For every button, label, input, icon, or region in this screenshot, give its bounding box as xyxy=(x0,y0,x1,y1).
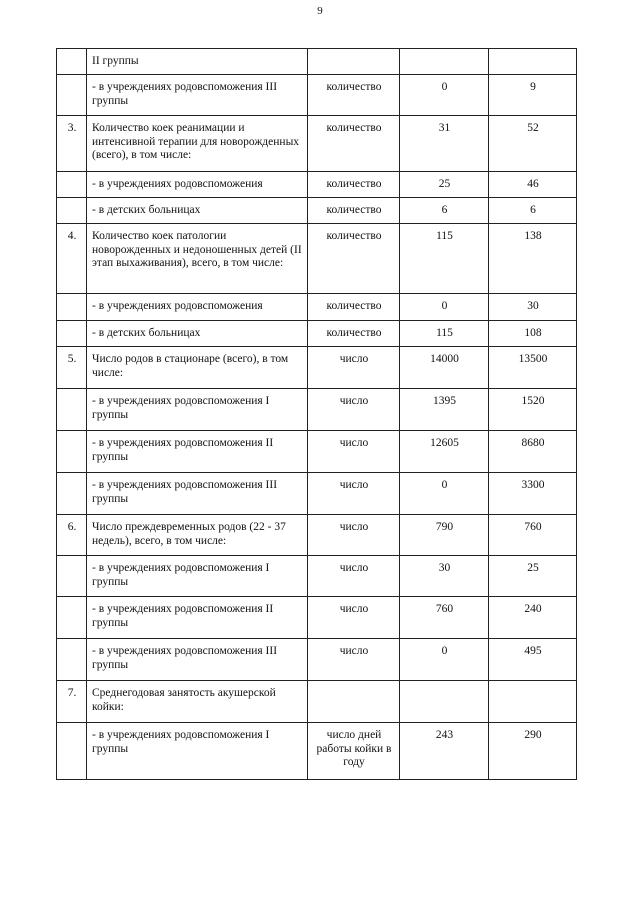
value-2-cell: 52 xyxy=(489,116,577,172)
value-1-cell: 790 xyxy=(400,515,489,556)
value-1-cell: 6 xyxy=(400,198,489,224)
value-2-cell: 13500 xyxy=(489,347,577,389)
unit-cell: число xyxy=(308,639,400,681)
value-1-cell: 0 xyxy=(400,473,489,515)
value-1-cell: 115 xyxy=(400,224,489,294)
table-row xyxy=(57,347,577,389)
row-number-cell xyxy=(57,473,87,515)
value-2-cell: 760 xyxy=(489,515,577,556)
row-number-cell xyxy=(57,49,87,75)
indicator-name-cell: - в учреждениях родовспоможения II группы xyxy=(87,597,308,639)
value-2-cell: 138 xyxy=(489,224,577,294)
row-number-cell xyxy=(57,389,87,431)
unit-cell: число xyxy=(308,473,400,515)
unit-cell: количество xyxy=(308,172,400,198)
unit-cell: количество xyxy=(308,224,400,294)
table-row xyxy=(57,75,577,116)
row-number-cell xyxy=(57,639,87,681)
table-row xyxy=(57,172,577,198)
value-2-cell: 30 xyxy=(489,294,577,321)
table-row xyxy=(57,473,577,515)
value-2-cell: 240 xyxy=(489,597,577,639)
row-number-cell xyxy=(57,723,87,780)
unit-cell: число xyxy=(308,556,400,597)
row-number-cell xyxy=(57,321,87,347)
indicator-name-cell: Число преждевременных родов (22 - 37 недель), всего, в том числе: xyxy=(87,515,308,556)
table-row xyxy=(57,198,577,224)
table-row xyxy=(57,294,577,321)
value-1-cell: 30 xyxy=(400,556,489,597)
indicator-name-cell: - в учреждениях родовспоможения I группы xyxy=(87,556,308,597)
row-number-cell: 5. xyxy=(57,347,87,389)
unit-cell: количество xyxy=(308,294,400,321)
indicator-name-cell: - в детских больницах xyxy=(87,321,308,347)
unit-cell: число xyxy=(308,431,400,473)
indicator-name-cell: - в детских больницах xyxy=(87,198,308,224)
value-1-cell: 0 xyxy=(400,75,489,116)
value-2-cell: 108 xyxy=(489,321,577,347)
indicator-name-cell: - в учреждениях родовспоможения xyxy=(87,172,308,198)
value-2-cell: 46 xyxy=(489,172,577,198)
unit-cell: число xyxy=(308,597,400,639)
unit-cell: число дней работы койки в году xyxy=(308,723,400,780)
indicator-name-cell: Количество коек реанимации и интенсивной терапии для новорожденных (всего), в том числе: xyxy=(87,116,308,172)
row-number-cell xyxy=(57,75,87,116)
row-number-cell: 6. xyxy=(57,515,87,556)
row-number-cell xyxy=(57,556,87,597)
value-1-cell: 0 xyxy=(400,639,489,681)
value-1-cell: 760 xyxy=(400,597,489,639)
value-2-cell: 290 xyxy=(489,723,577,780)
unit-cell: количество xyxy=(308,116,400,172)
unit-cell xyxy=(308,49,400,75)
row-number-cell xyxy=(57,198,87,224)
indicator-name-cell: II группы xyxy=(87,49,308,75)
table-row xyxy=(57,597,577,639)
value-2-cell: 6 xyxy=(489,198,577,224)
indicator-name-cell: Число родов в стационаре (всего), в том числе: xyxy=(87,347,308,389)
indicator-name-cell: - в учреждениях родовспоможения xyxy=(87,294,308,321)
value-1-cell: 25 xyxy=(400,172,489,198)
unit-cell: количество xyxy=(308,75,400,116)
value-1-cell: 1395 xyxy=(400,389,489,431)
indicators-table xyxy=(56,48,577,780)
unit-cell: число xyxy=(308,515,400,556)
value-2-cell xyxy=(489,681,577,723)
value-1-cell: 115 xyxy=(400,321,489,347)
indicator-name-cell: Среднегодовая занятость акушерской койки: xyxy=(87,681,308,723)
unit-cell: количество xyxy=(308,321,400,347)
value-1-cell xyxy=(400,49,489,75)
indicator-name-cell: - в учреждениях родовспоможения III группы xyxy=(87,473,308,515)
value-1-cell: 0 xyxy=(400,294,489,321)
value-2-cell: 25 xyxy=(489,556,577,597)
unit-cell: число xyxy=(308,389,400,431)
value-1-cell: 12605 xyxy=(400,431,489,473)
table-row xyxy=(57,681,577,723)
row-number-cell: 4. xyxy=(57,224,87,294)
value-2-cell: 495 xyxy=(489,639,577,681)
value-2-cell: 1520 xyxy=(489,389,577,431)
page-number: 9 xyxy=(317,5,323,17)
table-row xyxy=(57,515,577,556)
indicator-name-cell: - в учреждениях родовспоможения I группы xyxy=(87,723,308,780)
value-1-cell xyxy=(400,681,489,723)
table-row xyxy=(57,116,577,172)
unit-cell: число xyxy=(308,347,400,389)
indicator-name-cell: Количество коек патологии новорожденных и недоношенных детей (II этап выхаживания), всего, в том числе: xyxy=(87,224,308,294)
table-row xyxy=(57,224,577,294)
value-2-cell: 9 xyxy=(489,75,577,116)
value-1-cell: 243 xyxy=(400,723,489,780)
table-row xyxy=(57,321,577,347)
indicator-name-cell: - в учреждениях родовспоможения I группы xyxy=(87,389,308,431)
row-number-cell xyxy=(57,172,87,198)
value-1-cell: 14000 xyxy=(400,347,489,389)
unit-cell xyxy=(308,681,400,723)
value-2-cell: 3300 xyxy=(489,473,577,515)
row-number-cell xyxy=(57,431,87,473)
row-number-cell: 7. xyxy=(57,681,87,723)
indicator-name-cell: - в учреждениях родовспоможения III группы xyxy=(87,75,308,116)
row-number-cell: 3. xyxy=(57,116,87,172)
table-row xyxy=(57,49,577,75)
value-2-cell xyxy=(489,49,577,75)
table-row xyxy=(57,389,577,431)
table-row xyxy=(57,431,577,473)
table-row xyxy=(57,723,577,780)
row-number-cell xyxy=(57,294,87,321)
row-number-cell xyxy=(57,597,87,639)
value-1-cell: 31 xyxy=(400,116,489,172)
unit-cell: количество xyxy=(308,198,400,224)
indicator-name-cell: - в учреждениях родовспоможения II группы xyxy=(87,431,308,473)
table-row xyxy=(57,639,577,681)
table-row xyxy=(57,556,577,597)
indicator-name-cell: - в учреждениях родовспоможения III группы xyxy=(87,639,308,681)
value-2-cell: 8680 xyxy=(489,431,577,473)
